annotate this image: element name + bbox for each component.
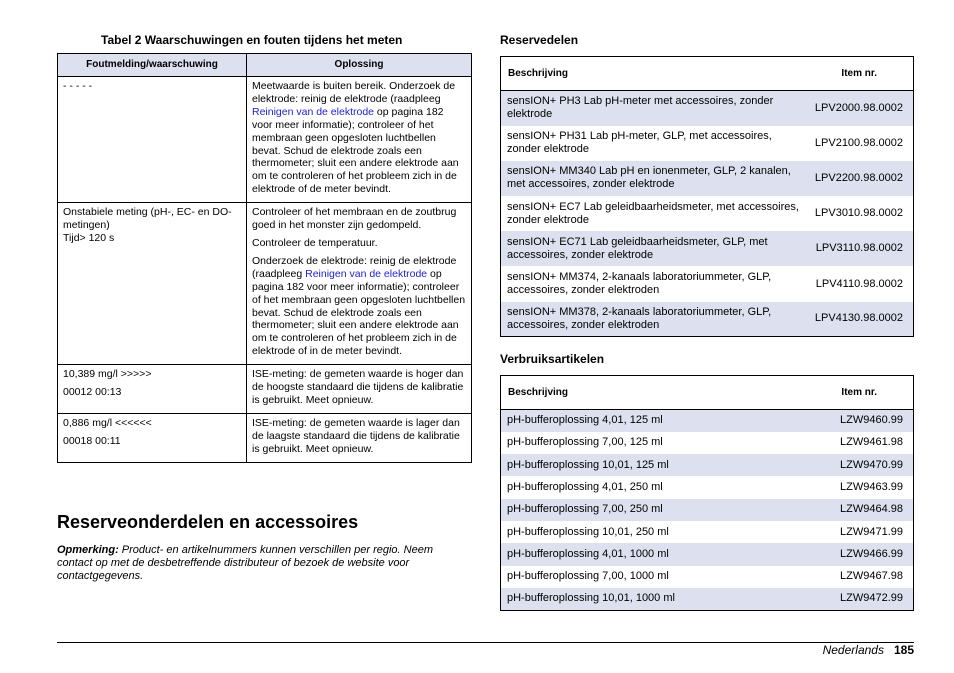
note-text: Product- en artikelnummers kunnen verschillen per regio. Neem contact op met de desbetreffende distributeur of bezoek de website voor contactgegevens.	[57, 544, 433, 582]
table-row	[501, 588, 914, 610]
description-cell: sensION+ PH31 Lab pH-meter, GLP, met accessoires, zonder elektrode	[507, 130, 772, 156]
solution-text: ISE-meting: de gemeten waarde is hoger dan de hoogste standaard die tijdens de kalibratie is gebruikt. Meet opnieuw.	[252, 368, 464, 406]
description-cell: pH-bufferoplossing 4,01, 1000 ml	[507, 547, 669, 560]
solution-text-before: Onderzoek de elektrode: reinig de elektrode (raadpleeg	[252, 254, 457, 280]
solution-cell	[247, 413, 472, 462]
parts-table	[500, 56, 914, 337]
error-text: 00012 00:13	[63, 386, 122, 399]
item-number-cell: LPV2000.98.0002	[814, 101, 903, 114]
parts-title: Reservedelen	[500, 33, 579, 47]
item-number-cell: LPV2200.98.0002	[814, 171, 903, 184]
cleaning-reference-link[interactable]: Reinigen van de elektrode	[252, 105, 375, 118]
parts-header-description: Beschrijving	[508, 68, 569, 79]
item-number-cell: LZW9460.99	[840, 414, 903, 427]
error-text: - - - - -	[63, 80, 93, 92]
table-row	[501, 476, 914, 498]
table-row	[501, 161, 914, 196]
description-cell: pH-bufferoplossing 10,01, 125 ml	[507, 458, 669, 471]
description-cell: pH-bufferoplossing 7,00, 1000 ml	[507, 570, 669, 583]
item-number-cell: LZW9463.99	[840, 481, 903, 494]
table-row	[58, 413, 472, 462]
solution-cell	[247, 365, 472, 414]
error-text: Onstabiele meting (pH-, EC- en DO-metingen) Tijd> 120 s	[63, 206, 232, 244]
table-row	[501, 126, 914, 161]
item-number-cell: LZW9464.98	[840, 503, 903, 516]
consumables-header-description: Beschrijving	[508, 387, 569, 398]
item-number-cell: LZW9466.99	[840, 547, 903, 560]
description-cell: sensION+ PH3 Lab pH-meter met accessoires, zonder elektrode	[507, 95, 774, 121]
solution-text: Controleer de temperatuur.	[252, 236, 378, 249]
item-number-cell: LZW9467.98	[840, 570, 903, 583]
table-row	[501, 231, 914, 266]
table-row	[501, 302, 914, 337]
solution-text-after: op pagina 182 voor meer informatie); controleer of het membraan geen opgesloten luchtbellen bevat. Schud de elektrode zoals een thermometer; sluit een andere elektrode aan om te controleren of het probleem zich in de elektrode of in de meter bevindt.	[252, 267, 466, 358]
error-cell	[58, 365, 247, 414]
item-number-cell: LZW9470.99	[840, 458, 903, 471]
error-text: 00018 00:11	[63, 434, 121, 447]
description-cell: pH-bufferoplossing 4,01, 250 ml	[507, 481, 663, 494]
table-caption: Tabel 2 Waarschuwingen en fouten tijdens het meten	[101, 33, 403, 47]
solution-text: Controleer of het membraan en de zoutbrug goed in het monster zijn gedompeld.	[252, 206, 457, 232]
note	[57, 544, 457, 583]
description-cell: pH-bufferoplossing 7,00, 125 ml	[507, 436, 663, 449]
table-row	[501, 266, 914, 301]
item-number-cell: LZW9461.98	[840, 436, 903, 449]
item-number-cell: LPV4110.98.0002	[815, 277, 903, 290]
consumables-header-item: Item nr.	[841, 387, 877, 398]
solution-cell	[247, 203, 472, 365]
description-cell: sensION+ EC71 Lab geleidbaarheidsmeter, GLP, met accessoires, zonder elektrode	[507, 235, 768, 261]
description-cell: pH-bufferoplossing 10,01, 1000 ml	[507, 592, 675, 605]
description-cell: pH-bufferoplossing 4,01, 125 ml	[507, 414, 663, 427]
solution-text	[252, 80, 466, 196]
table-row	[501, 543, 914, 565]
table-row	[501, 91, 914, 126]
description-cell: sensION+ MM340 Lab pH en ionenmeter, GLP, 2 kanalen, met accessoires, zonder elektrode	[507, 165, 791, 191]
table-row	[58, 203, 472, 365]
cleaning-reference-link[interactable]: Reinigen van de elektrode	[305, 267, 428, 280]
error-cell	[58, 203, 247, 365]
table-row	[58, 365, 472, 414]
description-cell: pH-bufferoplossing 10,01, 250 ml	[507, 525, 669, 538]
error-cell	[58, 413, 247, 462]
footer-rule	[57, 642, 914, 643]
item-number-cell: LPV4130.98.0002	[814, 312, 903, 325]
item-number-cell: LZW9472.99	[840, 592, 903, 605]
page-number: 185	[893, 643, 914, 657]
footer-language: Nederlands	[822, 643, 884, 657]
table-row	[501, 454, 914, 476]
warnings-table	[57, 53, 472, 463]
solution-text	[252, 255, 466, 358]
item-number-cell: LPV3110.98.0002	[815, 242, 903, 255]
table-row	[501, 566, 914, 588]
section-title: Reserveonderdelen en accessoires	[57, 512, 359, 532]
table-row	[501, 432, 914, 454]
parts-header-item: Item nr.	[841, 68, 877, 79]
table-row	[501, 410, 914, 432]
table-row	[501, 521, 914, 543]
table-row	[501, 499, 914, 521]
table-row	[501, 196, 914, 231]
description-cell: sensION+ MM378, 2-kanaals laboratoriummeter, GLP, accessoires, zonder elektroden	[507, 305, 772, 331]
error-text: 0,886 mg/l <<<<<<	[63, 416, 152, 429]
table-row	[58, 77, 472, 203]
footer	[823, 643, 914, 657]
item-number-cell: LPV3010.98.0002	[814, 207, 903, 220]
description-cell: sensION+ MM374, 2-kanaals laboratoriummeter, GLP, accessoires, zonder elektroden	[507, 271, 772, 297]
error-cell	[58, 77, 247, 203]
column-header-error: Foutmelding/waarschuwing	[58, 54, 247, 77]
solution-text: ISE-meting: de gemeten waarde is lager dan de laagste standaard die tijdens de kalibratie is gebruikt. Meet opnieuw.	[252, 416, 460, 455]
description-cell: pH-bufferoplossing 7,00, 250 ml	[507, 503, 663, 516]
item-number-cell: LPV2100.98.0002	[814, 136, 903, 149]
solution-text-before: Meetwaarde is buiten bereik. Onderzoek de elektrode: reinig de elektrode (raadpleeg	[252, 80, 456, 105]
description-cell: sensION+ EC7 Lab geleidbaarheidsmeter, met accessoires, zonder elektrode	[507, 200, 799, 226]
item-number-cell: LZW9471.99	[840, 525, 903, 538]
error-text: 10,389 mg/l >>>>>	[63, 368, 152, 381]
consumables-table	[500, 375, 914, 611]
solution-text-after: op pagina 182 voor meer informatie); controleer of het membraan geen opgesloten luchtbellen bevat. Schud de elektrode zoals een thermometer; sluit een andere elektrode aan om te controleren of het probleem zich in de elektrode of de meter bevindt.	[252, 105, 459, 196]
consumables-title: Verbruiksartikelen	[500, 352, 605, 366]
note-label: Opmerking:	[57, 544, 119, 556]
solution-cell	[247, 77, 472, 203]
column-header-solution: Oplossing	[247, 54, 472, 77]
